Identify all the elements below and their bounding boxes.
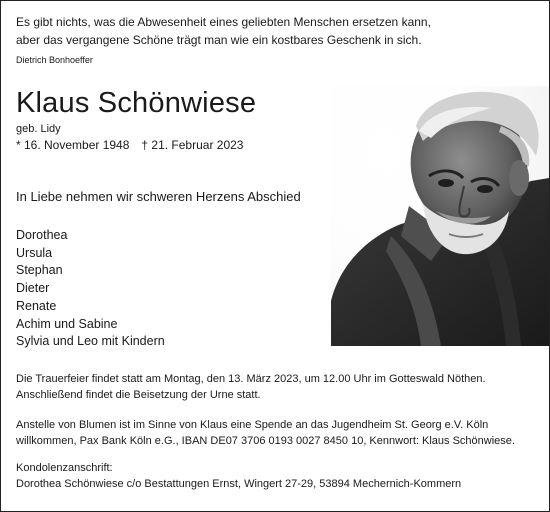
contact-info — [16, 461, 461, 492]
mourner: Renate — [16, 298, 57, 313]
quote — [16, 13, 431, 49]
quote-author: Dietrich Bonhoeffer — [16, 55, 93, 65]
donation-info — [16, 418, 515, 449]
ceremony-line-2: Anschließend findet die Beisetzung der Urne statt. — [16, 388, 261, 401]
mourner: Stephan — [16, 263, 63, 278]
birth-date: * 16. November 1948 — [16, 138, 130, 152]
life-dates — [16, 138, 243, 152]
contact-address: Dorothea Schönwiese c/o Bestattungen Ernst, Wingert 27-29, 53894 Mechernich-Kommern — [16, 477, 462, 490]
mourner: Sylvia und Leo mit Kindern — [16, 334, 165, 349]
portrait-photo — [331, 86, 549, 346]
deceased-name: Klaus Schönwiese — [16, 87, 257, 119]
ceremony-line-1: Die Trauerfeier findet statt am Montag, den 13. März 2023, um 12.00 Uhr im Gotteswald Nöthen. — [16, 373, 486, 385]
mourner: Dieter — [16, 281, 50, 296]
mourner: Ursula — [16, 245, 53, 260]
mourner: Dorothea — [16, 228, 68, 242]
death-date: † 21. Februar 2023 — [141, 138, 244, 152]
quote-line-1: Es gibt nichts, was die Abwesenheit eines geliebten Menschen ersetzen kann, — [16, 15, 431, 29]
contact-label: Kondolenzanschrift: — [16, 462, 113, 474]
birth-name: geb. Lidy — [16, 123, 61, 135]
donation-line-1: Anstelle von Blumen ist im Sinne von Klaus eine Spende an das Jugendheim St. Georg e.V. Köln — [16, 419, 489, 431]
quote-line-2: aber das vergangene Schöne trägt man wie ein kostbares Geschenk in sich. — [16, 33, 422, 47]
mourners-list — [16, 227, 165, 351]
donation-line-2: willkommen, Pax Bank Köln e.G., IBAN DE07 3706 0193 0027 8450 10, Kennwort: Klaus Schönwiese. — [16, 434, 515, 447]
ceremony-info — [16, 372, 486, 403]
farewell-text: In Liebe nehmen wir schweren Herzens Abschied — [16, 189, 301, 204]
mourner: Achim und Sabine — [16, 316, 118, 331]
